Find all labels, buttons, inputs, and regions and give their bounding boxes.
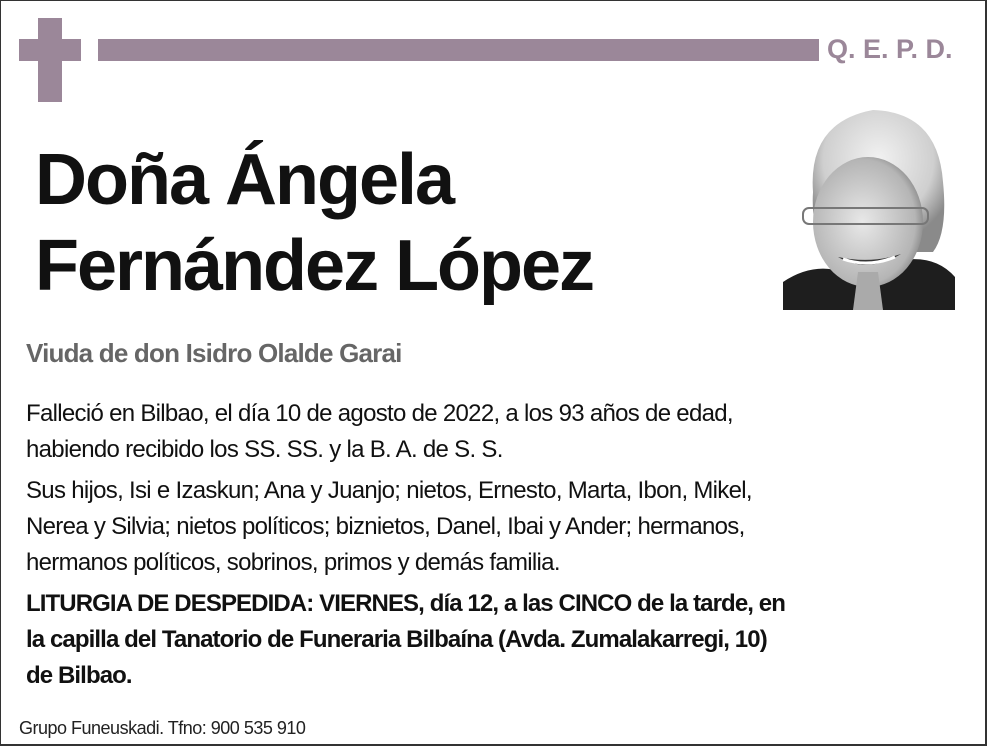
text-line: LITURGIA DE DESPEDIDA: VIERNES, día 12, a las CINCO de la tarde, en <box>26 590 786 617</box>
text-line: habiendo recibido los SS. SS. y la B. A. de S. S. <box>26 436 503 463</box>
deceased-name <box>35 137 593 309</box>
text-line: Falleció en Bilbao, el día 10 de agosto de 2022, a los 93 años de edad, <box>26 400 733 427</box>
family-paragraph <box>26 473 971 581</box>
text-line: la capilla del Tanatorio de Funeraria Bilbaína (Avda. Zumalakarregi, 10) <box>26 626 767 653</box>
name-line-1: Doña Ángela <box>35 140 454 220</box>
text-line: de Bilbao. <box>26 662 132 689</box>
death-notice-paragraph <box>26 396 971 468</box>
funeral-home-footer: Grupo Funeuskadi. Tfno: 900 535 910 <box>19 718 306 738</box>
text-line: hermanos políticos, sobrinos, primos y demás familia. <box>26 549 560 576</box>
ceremony-paragraph <box>26 586 971 694</box>
cross-icon-bar <box>19 39 81 61</box>
portrait-photo <box>783 102 955 310</box>
qepd-label: Q. E. P. D. <box>827 34 953 64</box>
name-line-2: Fernández López <box>35 226 594 306</box>
text-line: Sus hijos, Isi e Izaskun; Ana y Juanjo; nietos, Ernesto, Marta, Ibon, Mikel, <box>26 477 752 504</box>
widow-subtitle: Viuda de don Isidro Olalde Garai <box>26 338 402 368</box>
header-rule <box>98 39 819 61</box>
text-line: Nerea y Silvia; nietos políticos; biznietos, Danel, Ibai y Ander; hermanos, <box>26 513 745 540</box>
